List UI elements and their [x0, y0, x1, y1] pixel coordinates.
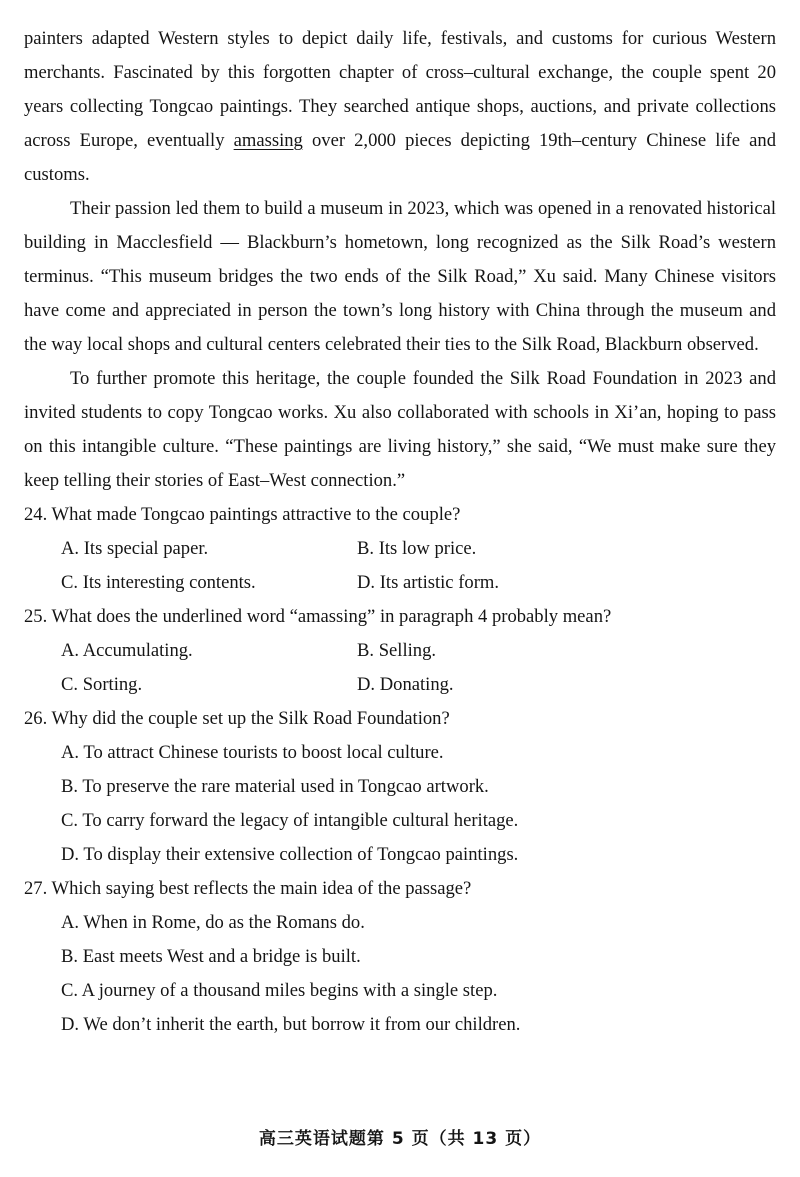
exam-page: [24, 22, 776, 1042]
option-d: D. Donating.: [357, 674, 454, 695]
question-24: [24, 498, 776, 600]
paragraph-1-text-after: over 2,000 pieces depicting 19th–century Chinese life and customs.: [24, 130, 777, 185]
question-26: [24, 702, 776, 872]
option-a: A. Its special paper.: [61, 538, 209, 559]
page-footer: 高三英语试题第 5 页（共 13 页）: [258, 1129, 542, 1149]
passage-paragraph-2: Their passion led them to build a museum in 2023, which was opened in a renovated historical building in Macclesfield — Blackburn’s hometown, long recognized as the Silk Road’s western terminus. “This museum bridges the two ends of the Silk Road,” Xu said. Many Chinese visitors have come and appreciated in person the town’s long history with China through the museum and the way local shops and cultural centers celebrated their ties to the Silk Road, Blackburn observed.: [24, 198, 776, 355]
option-b: B. Its low price.: [357, 538, 477, 559]
question-25: [24, 600, 776, 702]
option-d: D. Its artistic form.: [357, 572, 500, 593]
option-c: C. Sorting.: [61, 674, 143, 695]
question-stem: 26. Why did the couple set up the Silk Road Foundation?: [24, 708, 450, 729]
option-b: B. Selling.: [357, 640, 437, 661]
question-options: [61, 906, 776, 1042]
question-stem: 24. What made Tongcao paintings attractive to the couple?: [24, 504, 461, 525]
option-a: A. To attract Chinese tourists to boost local culture.: [61, 742, 444, 763]
option-a: A. Accumulating.: [61, 640, 193, 661]
passage-paragraph-1: [24, 22, 776, 192]
paragraph-1-text-before: painters adapted Western styles to depict daily life, festivals, and customs for curious Western merchants. Fascinated by this forgotten chapter of cross–cultural exchange, the couple spent 20 years collecting Tongcao paintings. They searched antique shops, auctions, and private collections across Europe, eventually: [24, 28, 776, 151]
option-d: D. To display their extensive collection of Tongcao paintings.: [61, 844, 519, 865]
option-c: C. To carry forward the legacy of intangible cultural heritage.: [61, 810, 519, 831]
question-stem: 25. What does the underlined word “amassing” in paragraph 4 probably mean?: [24, 606, 612, 627]
question-27: [24, 872, 776, 1042]
question-options: [61, 634, 776, 702]
question-options: [61, 532, 776, 600]
passage-paragraph-3: To further promote this heritage, the couple founded the Silk Road Foundation in 2023 and invited students to copy Tongcao works. Xu also collaborated with schools in Xi’an, hoping to pass on this intangible culture. “These paintings are living history,” she said, “We must make sure they keep telling their stories of East–West connection.”: [24, 368, 776, 491]
option-b: B. East meets West and a bridge is built.: [61, 946, 361, 967]
option-d: D. We don’t inherit the earth, but borrow it from our children.: [61, 1014, 521, 1035]
question-stem: 27. Which saying best reflects the main idea of the passage?: [24, 878, 472, 899]
underlined-word: amassing: [233, 130, 303, 151]
option-c: C. A journey of a thousand miles begins with a single step.: [61, 980, 498, 1001]
option-c: C. Its interesting contents.: [61, 572, 256, 593]
option-a: A. When in Rome, do as the Romans do.: [61, 912, 365, 933]
option-b: B. To preserve the rare material used in Tongcao artwork.: [61, 776, 489, 797]
question-options: [61, 736, 776, 872]
